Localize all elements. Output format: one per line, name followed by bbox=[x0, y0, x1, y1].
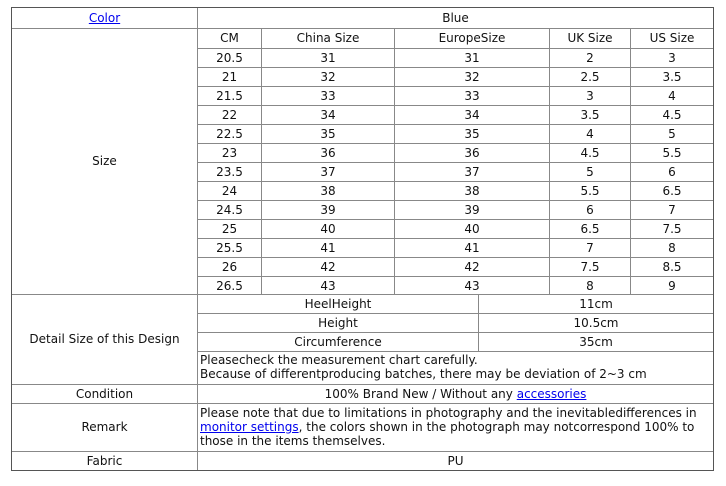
size-cell-us: 4.5 bbox=[662, 107, 682, 122]
remark-value bbox=[200, 406, 712, 450]
size-cell-europe: 34 bbox=[464, 107, 480, 122]
fabric-value: PU bbox=[447, 453, 464, 468]
size-cell-cm: 22 bbox=[221, 107, 238, 122]
size-cell-cm: 23 bbox=[221, 145, 238, 160]
size-cell-us: 9 bbox=[668, 278, 676, 293]
monitor-settings-link[interactable]: monitor settings bbox=[200, 420, 299, 434]
detail-note-line1: Pleasecheck the measurement chart carefully. bbox=[200, 353, 478, 367]
size-cell-europe: 36 bbox=[464, 145, 480, 160]
fabric-label: Fabric bbox=[86, 453, 123, 468]
size-cell-cm: 24 bbox=[221, 183, 238, 198]
size-cell-china: 41 bbox=[320, 240, 336, 255]
size-cell-uk: 4 bbox=[586, 126, 594, 141]
size-cell-us: 3.5 bbox=[662, 69, 682, 84]
size-header-china: China Size bbox=[296, 31, 360, 45]
condition-value bbox=[198, 385, 713, 403]
size-cell-cm: 24.5 bbox=[216, 202, 243, 217]
size-cell-china: 33 bbox=[320, 88, 336, 103]
size-header-us: US Size bbox=[649, 31, 695, 45]
size-cell-china: 40 bbox=[320, 221, 336, 236]
size-cell-cm: 26 bbox=[221, 259, 238, 274]
size-cell-uk: 2.5 bbox=[580, 69, 600, 84]
size-cell-china: 37 bbox=[320, 164, 336, 179]
size-cell-europe: 32 bbox=[464, 69, 480, 84]
detail-circumference-label: Circumference bbox=[294, 334, 382, 349]
product-spec-table bbox=[11, 7, 714, 471]
size-cell-europe: 33 bbox=[464, 88, 480, 103]
size-cell-uk: 5 bbox=[586, 164, 594, 179]
remark-text-2: , the colors shown in the photograph may notcorrespond 100% to those in the items themselves. bbox=[200, 420, 695, 448]
color-value: Blue bbox=[442, 11, 469, 25]
detail-height-value: 10.5cm bbox=[573, 315, 619, 330]
size-cell-china: 43 bbox=[320, 278, 336, 293]
size-cell-us: 7.5 bbox=[662, 221, 682, 236]
size-cell-china: 36 bbox=[320, 145, 336, 160]
size-cell-cm: 25 bbox=[221, 221, 238, 236]
detail-height-label: Height bbox=[318, 315, 358, 330]
size-cell-uk: 5.5 bbox=[580, 183, 600, 198]
size-cell-cm: 22.5 bbox=[216, 126, 243, 141]
size-cell-uk: 6.5 bbox=[580, 221, 600, 236]
size-cell-us: 4 bbox=[668, 88, 676, 103]
size-cell-us: 8.5 bbox=[662, 259, 682, 274]
size-cell-us: 6 bbox=[668, 164, 676, 179]
size-cell-uk: 3 bbox=[586, 88, 594, 103]
size-cell-china: 31 bbox=[320, 50, 336, 65]
detail-heelheight-label: HeelHeight bbox=[304, 296, 372, 311]
size-cell-europe: 31 bbox=[464, 50, 480, 65]
condition-label: Condition bbox=[75, 386, 134, 401]
size-label: Size bbox=[92, 154, 117, 168]
size-cell-china: 32 bbox=[320, 69, 336, 84]
size-cell-uk: 2 bbox=[586, 50, 594, 65]
detail-note bbox=[200, 353, 710, 383]
size-cell-uk: 8 bbox=[586, 278, 594, 293]
size-cell-us: 6.5 bbox=[662, 183, 682, 198]
size-cell-china: 42 bbox=[320, 259, 336, 274]
size-cell-us: 8 bbox=[668, 240, 676, 255]
size-cell-europe: 40 bbox=[464, 221, 480, 236]
remark-text-1: Please note that due to limitations in photography and the inevitabledifferences in bbox=[200, 406, 697, 420]
size-cell-cm: 23.5 bbox=[216, 164, 243, 179]
size-cell-cm: 21.5 bbox=[216, 88, 243, 103]
size-cell-europe: 42 bbox=[464, 259, 480, 274]
size-cell-europe: 37 bbox=[464, 164, 480, 179]
size-cell-uk: 4.5 bbox=[580, 145, 600, 160]
size-cell-cm: 21 bbox=[221, 69, 238, 84]
size-cell-uk: 7.5 bbox=[580, 259, 600, 274]
color-label[interactable] bbox=[12, 9, 197, 28]
size-cell-china: 34 bbox=[320, 107, 336, 122]
size-cell-europe: 39 bbox=[464, 202, 480, 217]
size-cell-cm: 26.5 bbox=[216, 278, 243, 293]
size-cell-uk: 3.5 bbox=[580, 107, 600, 122]
size-cell-us: 5.5 bbox=[662, 145, 682, 160]
remark-label: Remark bbox=[81, 420, 128, 434]
condition-text: 100% Brand New / Without any bbox=[324, 386, 513, 401]
size-cell-us: 7 bbox=[668, 202, 676, 217]
size-cell-europe: 38 bbox=[464, 183, 480, 198]
size-cell-us: 5 bbox=[668, 126, 676, 141]
size-cell-europe: 41 bbox=[464, 240, 480, 255]
size-cell-uk: 6 bbox=[586, 202, 594, 217]
size-cell-china: 38 bbox=[320, 183, 336, 198]
color-link[interactable]: Color bbox=[88, 11, 121, 25]
detail-note-line2: Because of differentproducing batches, there may be deviation of 2~3 cm bbox=[200, 367, 647, 381]
size-cell-europe: 43 bbox=[464, 278, 480, 293]
size-cell-china: 39 bbox=[320, 202, 336, 217]
size-cell-europe: 35 bbox=[464, 126, 480, 141]
size-header-uk: UK Size bbox=[567, 31, 613, 45]
detail-heelheight-value: 11cm bbox=[579, 296, 613, 311]
accessories-link[interactable]: accessories bbox=[516, 386, 587, 401]
size-cell-cm: 20.5 bbox=[216, 50, 243, 65]
size-cell-us: 3 bbox=[668, 50, 676, 65]
size-header-europe: EuropeSize bbox=[438, 31, 506, 45]
detail-circumference-value: 35cm bbox=[579, 334, 613, 349]
detail-label: Detail Size of this Design bbox=[29, 332, 180, 346]
size-cell-china: 35 bbox=[320, 126, 336, 141]
size-cell-uk: 7 bbox=[586, 240, 594, 255]
size-header-cm: CM bbox=[220, 31, 239, 45]
size-cell-cm: 25.5 bbox=[216, 240, 243, 255]
